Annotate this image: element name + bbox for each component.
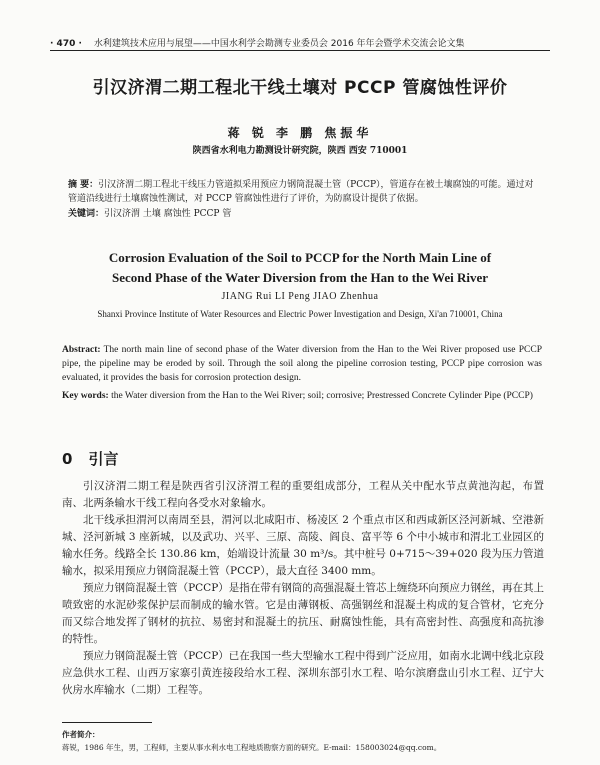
section-heading: [62, 448, 118, 469]
paper-title-en-line1: Corrosion Evaluation of the Soil to PCCP for the North Main Line of: [108, 250, 492, 265]
abstract-cn-label: 摘 要：: [68, 180, 99, 190]
author-footnote: [62, 728, 552, 754]
body-paragraph: 北干线承担渭河以南周至县，渭河以北咸阳市、杨凌区 2 个重点市区和西咸新区泾河新城、空港新城、泾河新城 3 座新城，以及武功、兴平、三原、高陵、阎良、富平等 6 个中小城市和渭北工业园区的输水任务。线路全长 130.86 km，始端设计流量 30 m³/s。其中桩号 0+715～39+020 段为压力管道输水，拟采用预应力钢筒混凝土管（PCCP），最大直径 3400 mm。: [62, 514, 544, 577]
keywords-cn: [68, 207, 538, 221]
abstract-cn: [68, 178, 538, 206]
authors-cn: 蒋 锐 李 鹏 焦振华: [227, 126, 373, 140]
paper-title-en: [50, 248, 550, 288]
header-rule: [50, 50, 550, 51]
section-number: 0: [62, 450, 73, 468]
footnote-text: 蒋锐，1986 年生，男，工程师，主要从事水利水电工程地质勘察方面的研究。E-mail：158003024@qq.com。: [62, 743, 442, 752]
keywords-en-label: Key words:: [62, 391, 109, 401]
paper-title-cn: 引汉济渭二期工程北干线土壤对 PCCP 管腐蚀性评价: [92, 78, 508, 98]
paper-title-en-line2: Second Phase of the Water Diversion from the Han to the Wei River: [111, 270, 488, 285]
affiliation-cn: 陕西省水利电力勘测设计研究院，陕西 西安 710001: [192, 146, 408, 156]
abstract-en: [62, 343, 542, 385]
section-title: 引言: [88, 450, 119, 468]
footnote-label: 作者简介：: [62, 730, 100, 739]
abstract-en-text: The north main line of second phase of the Water diversion from the Han to the Wei River proposed use PCCP pipe, the pipeline may be eroded by soil. Through the soil along the pipeline corrosion testing, PCCP pipe corrosion was evaluated, it provides the basis for corrosion protection design.: [62, 345, 542, 383]
body-paragraph: 预应力钢筒混凝土管（PCCP）已在我国一些大型输水工程中得到广泛应用，如南水北调中线北京段应急供水工程、山西万家寨引黄连接段给水工程、深圳东部引水工程、哈尔滨磨盘山引水工程、辽宁大伙房水库输水（二期）工程等。: [62, 650, 544, 696]
footnote-rule: [62, 722, 152, 723]
keywords-en: [62, 389, 542, 403]
running-head: [50, 36, 550, 49]
keywords-cn-label: 关键词：: [68, 209, 105, 219]
abstract-en-label: Abstract:: [62, 345, 101, 355]
body-paragraph: 引汉济渭二期工程是陕西省引汉济渭工程的重要组成部分，工程从关中配水节点黄池沟起，布置南、北两条输水干线工程向各受水对象输水。: [62, 480, 544, 509]
body-text: [62, 478, 544, 699]
affiliation-en: Shanxi Province Institute of Water Resources and Electric Power Investigation and Design, Xi'an 710001, China: [97, 309, 503, 319]
body-paragraph: 预应力钢筒混凝土管（PCCP）是指在带有钢筒的高强混凝土管芯上缠绕环向预应力钢丝，再在其上喷致密的水泥砂浆保护层而制成的输水管。它是由薄钢板、高强钢丝和混凝土构成的复合管材，它充分而又综合地发挥了钢材的抗拉、易密封和混凝土的抗压、耐腐蚀性能，具有高密封性、高强度和高抗渗的特性。: [62, 582, 544, 645]
keywords-en-text: the Water diversion from the Han to the Wei River; soil; corrosive; Prestressed Concrete Cylinder Pipe (PCCP): [108, 391, 533, 401]
page-number: · 470 ·: [50, 39, 82, 49]
authors-en: JIANG Rui LI Peng JIAO Zhenhua: [221, 291, 379, 302]
journal-title: 水利建筑技术应用与展望——中国水利学会勘测专业委员会 2016 年年会暨学术交流会论文集: [93, 39, 465, 49]
keywords-cn-text: 引汉济渭 土壤 腐蚀性 PCCP 管: [104, 209, 232, 219]
abstract-cn-text: 引汉济渭二期工程北干线压力管道拟采用预应力钢筒混凝土管（PCCP），管道存在被土壤腐蚀的可能。通过对管道沿线进行土壤腐蚀性测试，对 PCCP 管腐蚀性进行了评价，为防腐设计提供了依据。: [68, 180, 534, 204]
